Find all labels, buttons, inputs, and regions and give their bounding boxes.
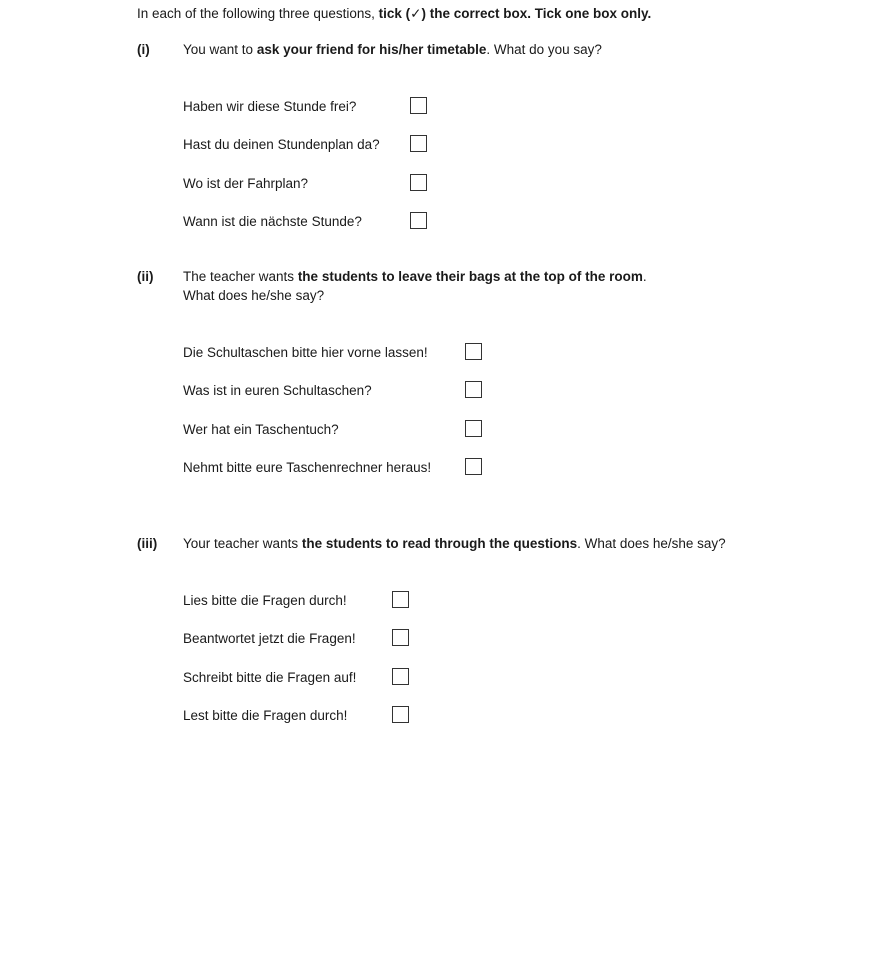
question-2-checkbox-2[interactable] [465, 381, 482, 398]
question-1-option-1: Haben wir diese Stunde frei? [183, 99, 357, 114]
question-3-checkbox-3[interactable] [392, 668, 409, 685]
question-3-checkbox-1[interactable] [392, 591, 409, 608]
prompt-text: You want to [183, 42, 257, 57]
prompt-bold: the students to leave their bags at the top of the room [297, 269, 643, 284]
question-3-checkbox-4[interactable] [392, 706, 409, 723]
question-2-prompt [183, 269, 647, 284]
question-3-option-3: Schreibt bitte die Fragen auf! [183, 670, 357, 685]
prompt-text: . [642, 269, 647, 284]
prompt-bold: ask your friend for his/her timetable [256, 42, 487, 57]
question-2-checkbox-3[interactable] [465, 420, 482, 437]
question-3-option-1: Lies bitte die Fragen durch! [183, 593, 347, 608]
question-3-option-2: Beantwortet jetzt die Fragen! [183, 631, 356, 646]
question-2-option-2: Was ist in euren Schultaschen? [183, 383, 372, 398]
question-2-checkbox-4[interactable] [465, 458, 482, 475]
question-1-checkbox-2[interactable] [410, 135, 427, 152]
question-3-prompt [183, 536, 726, 551]
instruction-prefix: In each of the following three questions, [137, 6, 379, 21]
question-2-prompt-line2: What does he/she say? [183, 288, 325, 303]
question-2-number: (ii) [137, 269, 154, 284]
question-3-number: (iii) [137, 536, 158, 551]
instruction-bold: tick (✓) the correct box. Tick one box only. [378, 6, 652, 21]
prompt-bold: the students to read through the questions [301, 536, 578, 551]
question-1-number: (i) [137, 42, 150, 57]
question-1-checkbox-4[interactable] [410, 212, 427, 229]
instruction-text [137, 6, 651, 22]
prompt-text: . What do you say? [486, 42, 602, 57]
question-3-option-4: Lest bitte die Fragen durch! [183, 708, 348, 723]
question-3-checkbox-2[interactable] [392, 629, 409, 646]
question-1-option-3: Wo ist der Fahrplan? [183, 176, 309, 191]
question-2-option-4: Nehmt bitte eure Taschenrechner heraus! [183, 460, 432, 475]
prompt-text: The teacher wants [183, 269, 298, 284]
prompt-text: . What does he/she say? [577, 536, 726, 551]
question-1-checkbox-1[interactable] [410, 97, 427, 114]
question-1-prompt [183, 42, 602, 57]
question-2-option-3: Wer hat ein Taschentuch? [183, 422, 339, 437]
question-1-option-4: Wann ist die nächste Stunde? [183, 214, 362, 229]
question-1-option-2: Hast du deinen Stundenplan da? [183, 137, 380, 152]
question-2-option-1: Die Schultaschen bitte hier vorne lassen! [183, 345, 428, 360]
question-2-checkbox-1[interactable] [465, 343, 482, 360]
prompt-text: Your teacher wants [183, 536, 302, 551]
question-1-checkbox-3[interactable] [410, 174, 427, 191]
